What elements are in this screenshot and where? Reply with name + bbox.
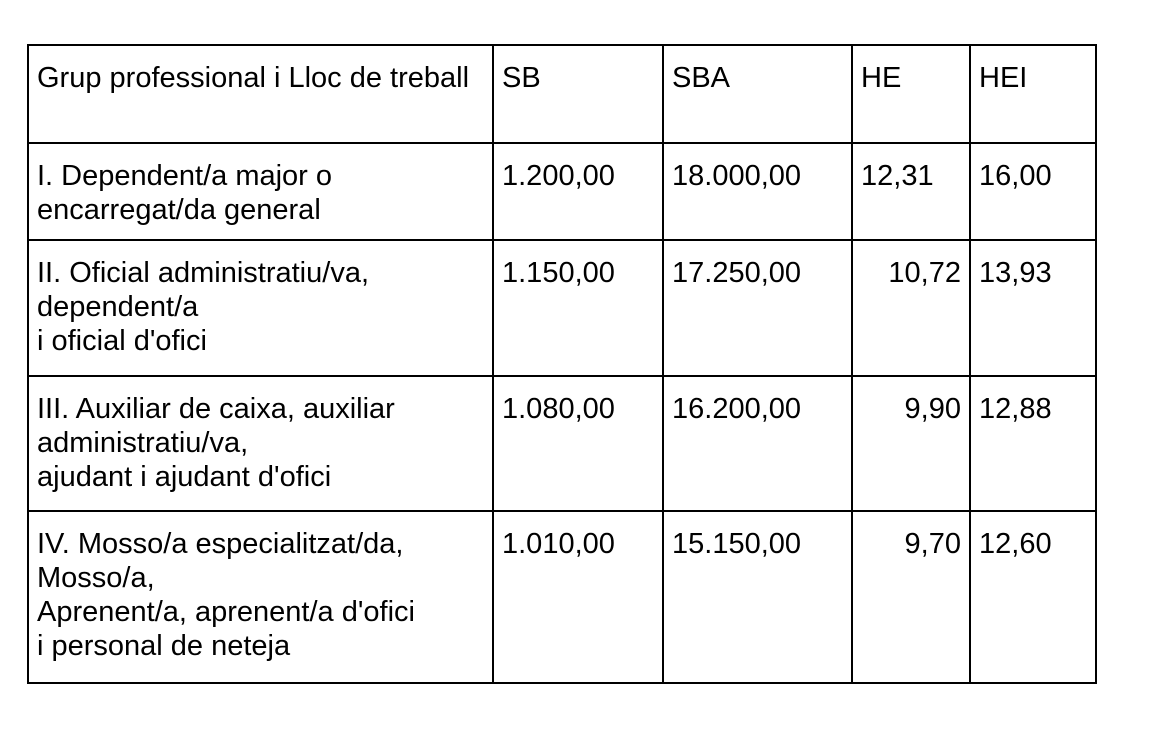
table-row (28, 240, 1096, 376)
sb-cell: 1.010,00 (493, 511, 663, 683)
header-hei: HEI (970, 45, 1096, 143)
hei-cell: 12,60 (970, 511, 1096, 683)
sba-cell: 17.250,00 (663, 240, 852, 376)
sba-cell: 16.200,00 (663, 376, 852, 511)
hei-cell: 13,93 (970, 240, 1096, 376)
he-cell: 12,31 (852, 143, 970, 240)
table-row (28, 376, 1096, 511)
table-row (28, 143, 1096, 240)
group-cell: III. Auxiliar de caixa, auxiliar administratiu/va, ajudant i ajudant d'ofici (28, 376, 493, 511)
group-cell: II. Oficial administratiu/va, dependent/a i oficial d'ofici (28, 240, 493, 376)
he-cell: 9,70 (852, 511, 970, 683)
salary-table (27, 44, 1097, 684)
sba-cell: 15.150,00 (663, 511, 852, 683)
header-he: HE (852, 45, 970, 143)
header-row (28, 45, 1096, 143)
header-sba: SBA (663, 45, 852, 143)
he-cell: 9,90 (852, 376, 970, 511)
hei-cell: 12,88 (970, 376, 1096, 511)
table-row (28, 511, 1096, 683)
sb-cell: 1.150,00 (493, 240, 663, 376)
header-group: Grup professional i Lloc de treball (28, 45, 493, 143)
sba-cell: 18.000,00 (663, 143, 852, 240)
he-cell: 10,72 (852, 240, 970, 376)
sb-cell: 1.080,00 (493, 376, 663, 511)
hei-cell: 16,00 (970, 143, 1096, 240)
sb-cell: 1.200,00 (493, 143, 663, 240)
group-cell: IV. Mosso/a especialitzat/da, Mosso/a, Aprenent/a, aprenent/a d'ofici i personal de neteja (28, 511, 493, 683)
header-sb: SB (493, 45, 663, 143)
group-cell: I. Dependent/a major o encarregat/da general (28, 143, 493, 240)
